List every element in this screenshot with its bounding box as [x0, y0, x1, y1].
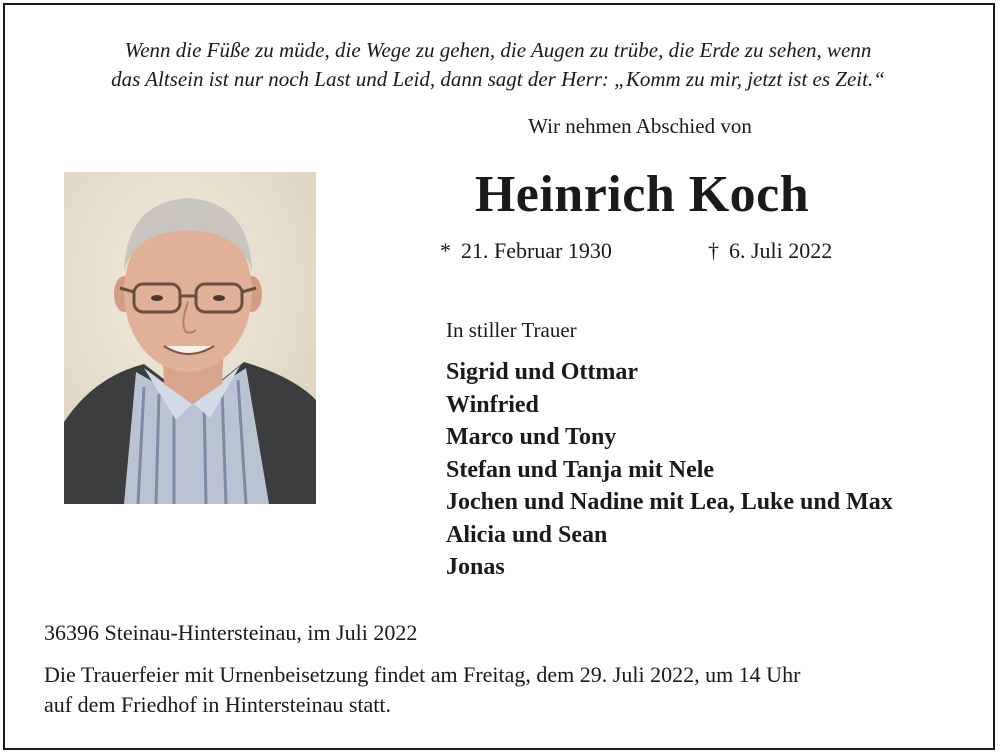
- family-member: Jonas: [446, 554, 505, 580]
- family-member: Sigrid und Ottmar: [446, 359, 639, 385]
- death-date-group: [708, 238, 832, 264]
- deceased-name: Heinrich Koch: [474, 166, 810, 223]
- mourning-label: In stiller Trauer: [446, 318, 577, 342]
- poem: [20, 36, 976, 94]
- ceremony-notice: [44, 660, 974, 720]
- death-date: 6. Juli 2022: [729, 238, 833, 263]
- family-list: [446, 356, 893, 584]
- family-member: Stefan und Tanja mit Nele: [446, 456, 715, 483]
- star-icon: *: [440, 238, 451, 263]
- ceremony-line-1: Die Trauerfeier mit Urnenbeisetzung findet am Freitag, dem 29. Juli 2022, um 14 Uhr: [44, 662, 801, 687]
- family-member: Winfried: [446, 391, 539, 418]
- place-and-date: 36396 Steinau-Hintersteinau, im Juli 2022: [44, 620, 418, 645]
- portrait-photo: [64, 172, 316, 504]
- ceremony-line-2: auf dem Friedhof in Hintersteinau statt.: [44, 692, 392, 717]
- poem-line-2: das Altsein ist nur noch Last und Leid, dann sagt der Herr: „Komm zu mir, jetzt ist es Zeit.“: [111, 67, 885, 91]
- portrait-illustration: [64, 172, 316, 504]
- family-member: Marco und Tony: [446, 424, 617, 450]
- farewell-intro: Wir nehmen Abschied von: [528, 114, 752, 138]
- poem-line-1: Wenn die Füße zu müde, die Wege zu gehen, die Augen zu trübe, die Erde zu sehen, wenn: [124, 38, 872, 62]
- family-member: Alicia und Sean: [446, 521, 608, 548]
- birth-date-group: [440, 238, 612, 264]
- cross-icon: †: [708, 238, 719, 263]
- birth-date: 21. Februar 1930: [461, 238, 612, 263]
- family-member: Jochen und Nadine mit Lea, Luke und Max: [446, 489, 893, 515]
